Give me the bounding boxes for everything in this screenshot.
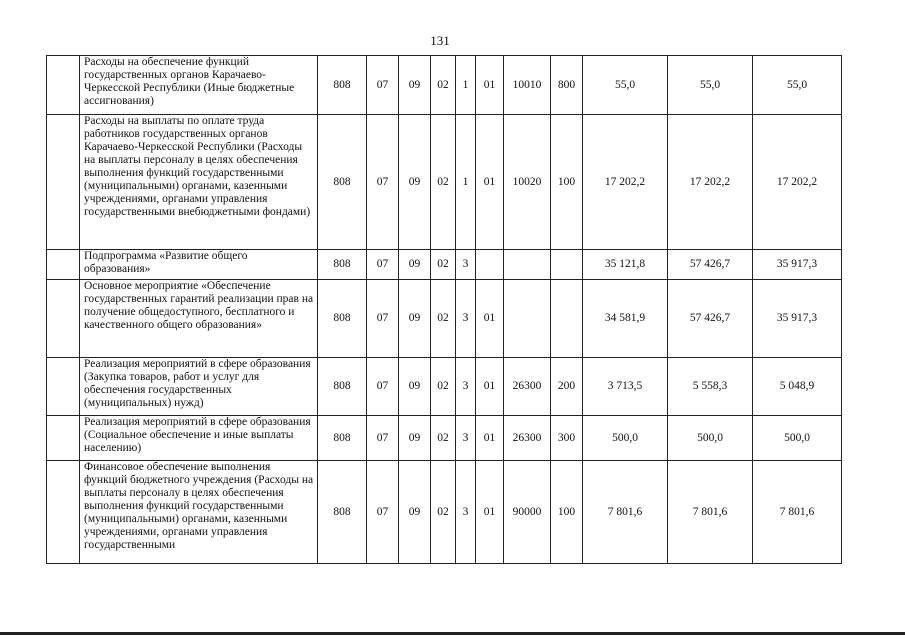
subsection-code: 09: [399, 358, 431, 416]
amount-year-1: 500,0: [583, 416, 668, 461]
row-marker-cell: [47, 280, 80, 358]
direction-code: [504, 280, 551, 358]
direction-code: 10020: [504, 115, 551, 250]
ministry-code: 808: [318, 416, 367, 461]
row-name: Подпрограмма «Развитие общего образования»: [80, 250, 318, 280]
amount-year-3: 500,0: [753, 416, 842, 461]
expense-type-code: [551, 250, 583, 280]
ministry-code: 808: [318, 461, 367, 564]
subprogram-code: 1: [456, 115, 476, 250]
amount-year-3: 55,0: [753, 56, 842, 115]
subprogram-code: 3: [456, 358, 476, 416]
row-marker-cell: [47, 358, 80, 416]
program-code: 02: [431, 461, 456, 564]
subprogram-code: 3: [456, 250, 476, 280]
subprogram-code: 3: [456, 280, 476, 358]
program-code: 02: [431, 416, 456, 461]
program-code: 02: [431, 56, 456, 115]
section-code: 07: [367, 56, 399, 115]
amount-year-1: 55,0: [583, 56, 668, 115]
event-code: 01: [476, 56, 504, 115]
event-code: [476, 250, 504, 280]
direction-code: [504, 250, 551, 280]
expense-type-code: 100: [551, 461, 583, 564]
amount-year-2: 55,0: [668, 56, 753, 115]
row-marker-cell: [47, 250, 80, 280]
program-code: 02: [431, 115, 456, 250]
row-marker-cell: [47, 56, 80, 115]
amount-year-3: 5 048,9: [753, 358, 842, 416]
row-name: Расходы на обеспечение функций государственных органов Карачаево-Черкесской Республики (Иные бюджетные ассигнования): [80, 56, 318, 115]
subprogram-code: 1: [456, 56, 476, 115]
direction-code: 90000: [504, 461, 551, 564]
program-code: 02: [431, 250, 456, 280]
direction-code: 26300: [504, 416, 551, 461]
section-code: 07: [367, 115, 399, 250]
amount-year-2: 57 426,7: [668, 280, 753, 358]
amount-year-2: 500,0: [668, 416, 753, 461]
amount-year-1: 7 801,6: [583, 461, 668, 564]
expense-type-code: 200: [551, 358, 583, 416]
subsection-code: 09: [399, 56, 431, 115]
table-row: [47, 56, 842, 115]
amount-year-3: 35 917,3: [753, 250, 842, 280]
event-code: 01: [476, 358, 504, 416]
expense-type-code: 300: [551, 416, 583, 461]
page-number: 131: [430, 33, 450, 48]
expense-type-code: 100: [551, 115, 583, 250]
direction-code: 10010: [504, 56, 551, 115]
amount-year-2: 7 801,6: [668, 461, 753, 564]
table-row: [47, 280, 842, 358]
expense-type-code: [551, 280, 583, 358]
section-code: 07: [367, 250, 399, 280]
expense-type-code: 800: [551, 56, 583, 115]
subsection-code: 09: [399, 115, 431, 250]
amount-year-3: 7 801,6: [753, 461, 842, 564]
ministry-code: 808: [318, 56, 367, 115]
amount-year-2: 5 558,3: [668, 358, 753, 416]
row-name: Реализация мероприятий в сфере образования (Социальное обеспечение и иные выплаты населению): [80, 416, 318, 461]
event-code: 01: [476, 416, 504, 461]
subsection-code: 09: [399, 416, 431, 461]
row-name: Финансовое обеспечение выполнения функций бюджетного учреждения (Расходы на выплаты персоналу в целях обеспечения выполнения функций государственными (муниципальными) органами, казенными учреждениями, органами управления государственными: [80, 461, 318, 564]
row-name: Реализация мероприятий в сфере образования (Закупка товаров, работ и услуг для обеспечения государственных (муниципальных) нужд): [80, 358, 318, 416]
subprogram-code: 3: [456, 461, 476, 564]
table-row: [47, 115, 842, 250]
section-code: 07: [367, 416, 399, 461]
section-code: 07: [367, 280, 399, 358]
subsection-code: 09: [399, 280, 431, 358]
scan-bottom-edge: [0, 632, 905, 635]
table-body: [47, 56, 842, 564]
amount-year-1: 3 713,5: [583, 358, 668, 416]
ministry-code: 808: [318, 115, 367, 250]
section-code: 07: [367, 461, 399, 564]
table-row: [47, 461, 842, 564]
amount-year-2: 17 202,2: [668, 115, 753, 250]
row-name: Основное мероприятие «Обеспечение государственных гарантий реализации прав на получение общедоступного, бесплатного и качественного общего образования»: [80, 280, 318, 358]
amount-year-1: 17 202,2: [583, 115, 668, 250]
budget-table: [46, 55, 842, 564]
amount-year-3: 35 917,3: [753, 280, 842, 358]
table-row: [47, 358, 842, 416]
row-name: Расходы на выплаты по оплате труда работников государственных органов Карачаево-Черкесской Республики (Расходы на выплаты персоналу в целях обеспечения выполнения функций государственными (муниципальными) органами, казенными учреждениями, органами управления государственными внебюджетными фондами): [80, 115, 318, 250]
row-marker-cell: [47, 115, 80, 250]
program-code: 02: [431, 280, 456, 358]
event-code: 01: [476, 280, 504, 358]
direction-code: 26300: [504, 358, 551, 416]
event-code: 01: [476, 461, 504, 564]
ministry-code: 808: [318, 280, 367, 358]
ministry-code: 808: [318, 358, 367, 416]
ministry-code: 808: [318, 250, 367, 280]
program-code: 02: [431, 358, 456, 416]
subprogram-code: 3: [456, 416, 476, 461]
subsection-code: 09: [399, 461, 431, 564]
table-row: [47, 250, 842, 280]
event-code: 01: [476, 115, 504, 250]
amount-year-1: 34 581,9: [583, 280, 668, 358]
section-code: 07: [367, 358, 399, 416]
amount-year-2: 57 426,7: [668, 250, 753, 280]
table-row: [47, 416, 842, 461]
row-marker-cell: [47, 461, 80, 564]
subsection-code: 09: [399, 250, 431, 280]
amount-year-1: 35 121,8: [583, 250, 668, 280]
row-marker-cell: [47, 416, 80, 461]
amount-year-3: 17 202,2: [753, 115, 842, 250]
